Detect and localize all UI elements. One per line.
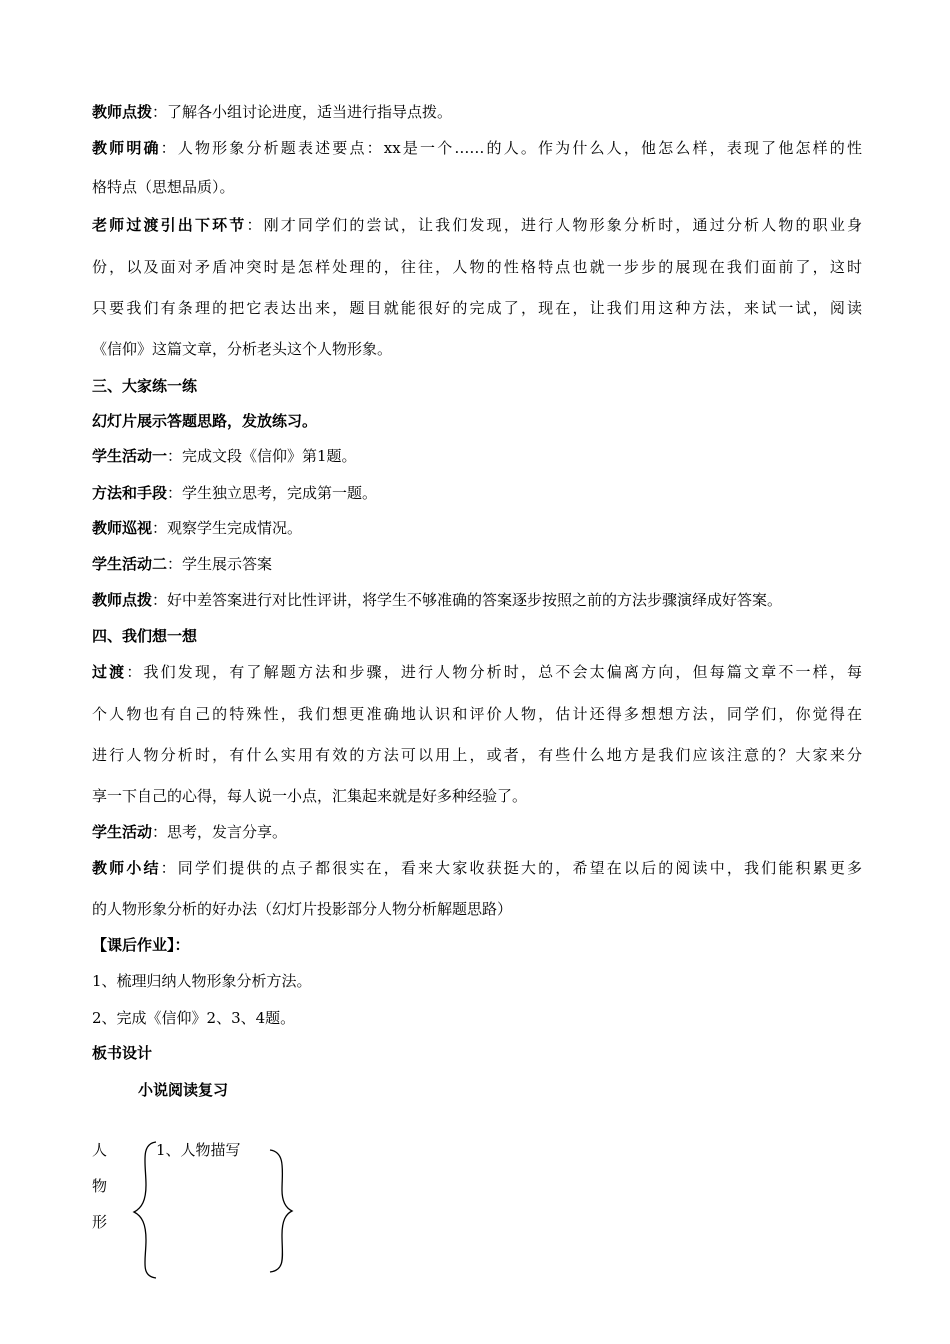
section-heading-3: 三、大家练一练 (92, 377, 198, 395)
text: ：好中差答案进行对比性评讲，将学生不够准确的答案逐步按照之前的方法步骤演绎成好答案。 (152, 591, 783, 609)
text: 《信仰》这篇文章，分析老头这个人物形象。 (92, 340, 393, 358)
label: 教师点拨 (92, 591, 153, 609)
text: 享一下自己的心得，每人说一小点，汇集起来就是好多种经验了。 (92, 787, 528, 805)
text: ：学生展示答案 (167, 555, 273, 573)
vertical-char-3: 形 (92, 1213, 108, 1231)
text: ：人物形象分析题表述要点：xx是一个……的人。作为什么人，他怎么样，表现了他怎样的性 (160, 139, 862, 157)
label: 方法和手段 (92, 484, 168, 502)
section-subheading: 幻灯片展示答题思路，发放练习。 (92, 412, 318, 430)
text: 份，以及面对矛盾冲突时是怎样处理的，往往，人物的性格特点也就一步步的展现在我们面前了，这时 (92, 258, 862, 276)
text: ：思考，发言分享。 (152, 823, 288, 841)
label: 过渡 (92, 663, 127, 681)
text: 进行人物分析时，有什么实用有效的方法可以用上，或者，有些什么地方是我们应该注意的？大家来分 (92, 746, 862, 764)
label: 学生活动一 (92, 447, 168, 465)
brace-item: 1、人物描写 (156, 1141, 241, 1159)
homework-title: 【课后作业】： (92, 936, 190, 954)
text: ：完成文段《信仰》第1题。 (167, 447, 357, 465)
homework-item-2: 2、完成《信仰》2、3、4题。 (92, 1009, 296, 1027)
left-brace (134, 1142, 156, 1278)
label: 学生活动 (92, 823, 153, 841)
text: 格特点（思想品质）。 (92, 178, 235, 196)
text: 只要我们有条理的把它表达出来，题目就能很好的完成了，现在，让我们用这种方法，来试一试，阅读 (92, 299, 862, 317)
text: ：观察学生完成情况。 (152, 519, 303, 537)
text: ：我们发现，有了解题方法和步骤，进行人物分析时，总不会太偏离方向，但每篇文章不一样，每 (126, 663, 862, 681)
vertical-char-2: 物 (92, 1177, 108, 1195)
section-heading-4: 四、我们想一想 (92, 627, 198, 645)
text: ：学生独立思考，完成第一题。 (167, 484, 378, 502)
text: ：同学们提供的点子都很实在，看来大家收获挺大的，希望在以后的阅读中，我们能积累更多 (160, 859, 862, 877)
text: 的人物形象分析的好办法（幻灯片投影部分人物分析解题思路） (92, 900, 513, 918)
right-brace (270, 1150, 292, 1272)
label: 学生活动二 (92, 555, 168, 573)
label: 教师巡视 (92, 519, 153, 537)
label: 教师明确 (92, 139, 161, 157)
board-design-title: 板书设计 (92, 1044, 153, 1062)
vertical-char-1: 人 (92, 1141, 108, 1159)
text: 个人物也有自己的特殊性，我们想更准确地认识和评价人物，估计还得多想想方法，同学们，你觉得在 (92, 705, 862, 723)
text: ：刚才同学们的尝试，让我们发现，进行人物形象分析时，通过分析人物的职业身 (246, 216, 862, 234)
text: ：了解各小组讨论进度，适当进行指导点拨。 (152, 103, 453, 121)
label: 教师小结 (92, 859, 161, 877)
label: 老师过渡引出下环节 (92, 216, 247, 234)
label: 教师点拨 (92, 103, 153, 121)
board-subtitle: 小说阅读复习 (138, 1081, 229, 1099)
homework-item-1: 1、梳理归纳人物形象分析方法。 (92, 972, 312, 990)
